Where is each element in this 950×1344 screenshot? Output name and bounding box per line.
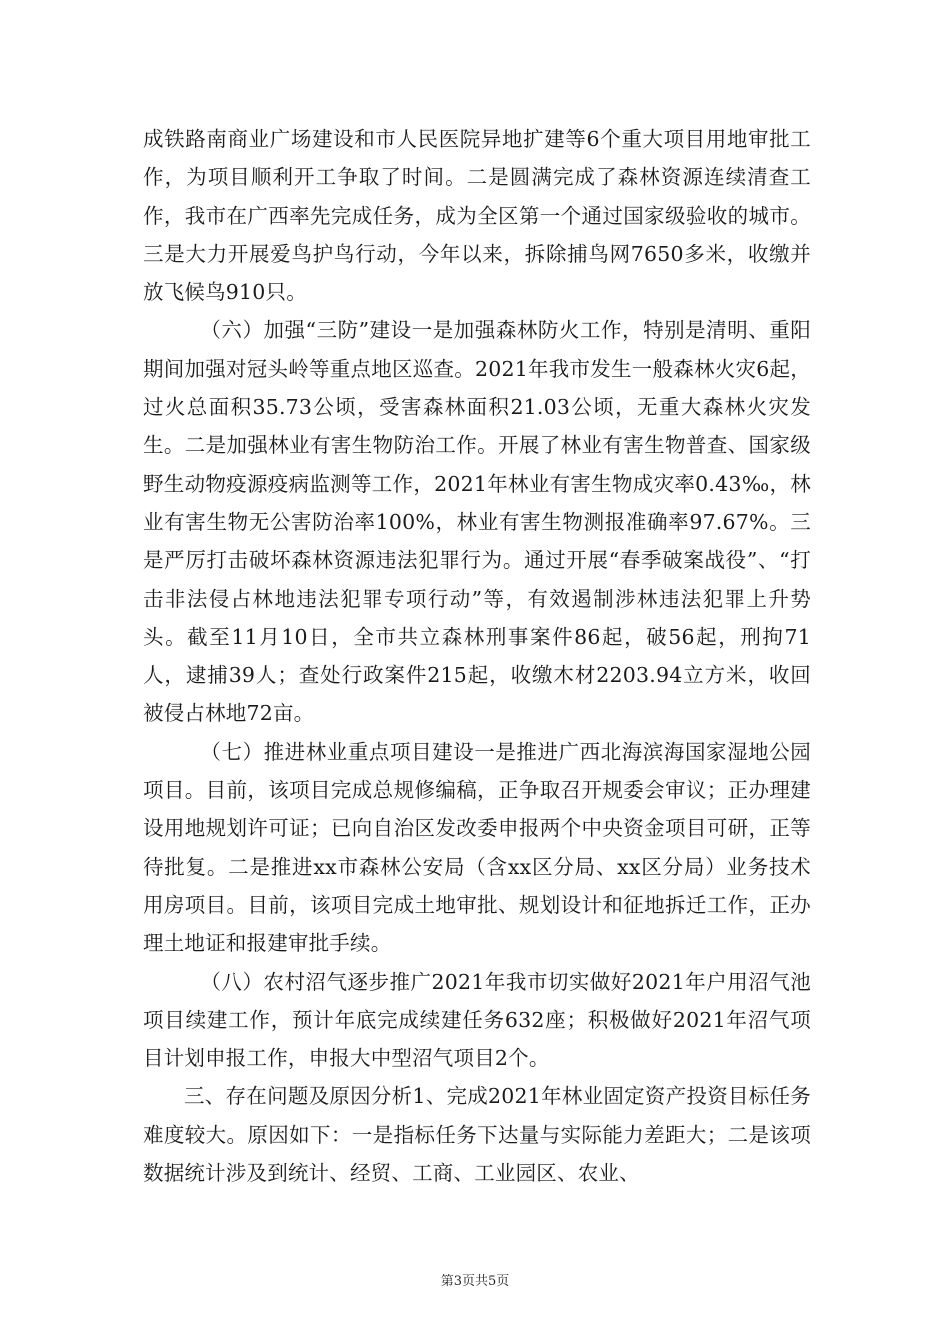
document-body — [143, 120, 811, 1192]
paragraph-problems-analysis: 三、存在问题及原因分析1、完成2021年林业固定资产投资目标任务难度较大。原因如下：一是指标任务下达量与实际能力差距大；二是该项数据统计涉及到统计、经贸、工商、工业园区、农业、 — [143, 1084, 811, 1186]
paragraph-three-prevention: （六）加强“三防”建设一是加强森林防火工作，特别是清明、重阳期间加强对冠头岭等重点地区巡查。2021年我市发生一般森林火灾6起，过火总面积35.73公顷，受害森林面积21.03公顷，无重大森林火灾发生。二是加强林业有害生物防治工作。开展了林业有害生物普查、国家级野生动物疫源疫病监测等工作，2021年林业有害生物成灾率0.43‰，林业有害生物无公害防治率100%，林业有害生物测报准确率97.67%。三是严厉打击破坏森林资源违法犯罪行为。通过开展“春季破案战役”、“打击非法侵占林地违法犯罪专项行动”等，有效遏制涉林违法犯罪上升势头。截至11月10日，全市共立森林刑事案件86起，破56起，刑拘71人，逮捕39人；查处行政案件215起，收缴木材2203.94立方米，收回被侵占林地72亩。 — [143, 318, 811, 726]
page-number-label: 第3页共5页 — [440, 1274, 510, 1289]
paragraph-key-projects: （七）推进林业重点项目建设一是推进广西北海滨海国家湿地公园项目。目前，该项目完成总规修编稿，正争取召开规委会审议；正办理建设用地规划许可证；已向自治区发改委申报两个中央资金项目可研，正等待批复。二是推进xx市森林公安局（含xx区分局、xx区分局）业务技术用房项目。目前，该项目完成土地审批、规划设计和征地拆迁工作，正办理土地证和报建审批手续。 — [143, 739, 811, 956]
page-footer — [0, 1270, 950, 1289]
paragraph-rural-biogas: （八）农村沼气逐步推广2021年我市切实做好2021年户用沼气池项目续建工作，预计年底完成续建任务632座；积极做好2021年沼气项目计划申报工作，申报大中型沼气项目2个。 — [143, 969, 811, 1071]
paragraph-land-approval: 成铁路南商业广场建设和市人民医院异地扩建等6个重大项目用地审批工作，为项目顺利开工争取了时间。二是圆满完成了森林资源连续清查工作，我市在广西率先完成任务，成为全区第一个通过国家级验收的城市。三是大力开展爱鸟护鸟行动，今年以来，拆除捕鸟网7650多米，收缴并放飞候鸟910只。 — [143, 127, 811, 305]
